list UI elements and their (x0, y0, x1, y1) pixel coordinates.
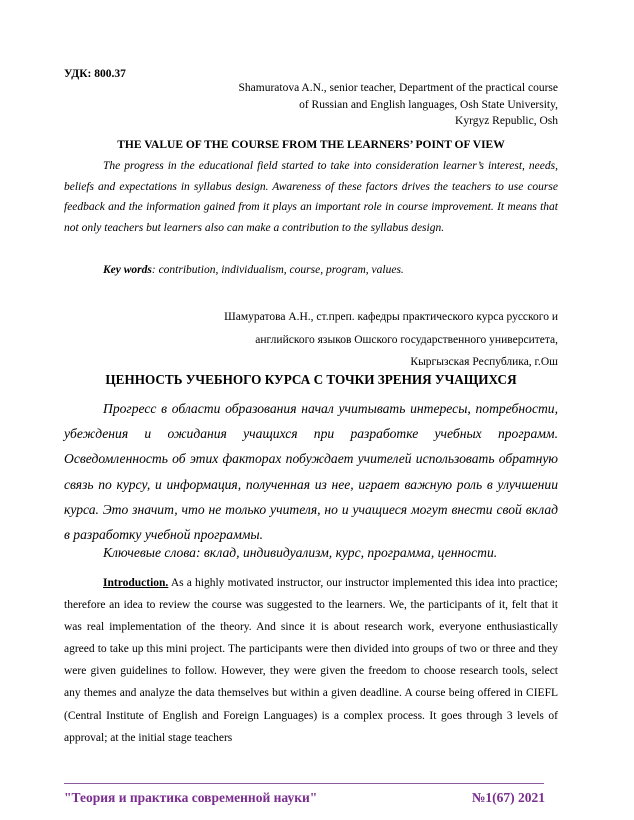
affiliation-en (138, 80, 558, 130)
affiliation-ru-line: английского языков Ошского государственного университета, (255, 333, 558, 346)
keywords-en-text: : contribution, individualism, course, program, values. (151, 264, 404, 276)
abstract-en: The progress in the educational field started to take into consideration learner’s interest, needs, beliefs and expectations in syllabus design. Awareness of these factors drives the teachers to use course feedback and the information gained from it plays an important role in course improvement. It means that not only teachers but learners also can make a contribution to the syllabus design. (64, 160, 558, 234)
footer-divider (64, 783, 544, 784)
abstract-ru: Прогресс в области образования начал учитывать интересы, потребности, убеждения и ожидания учащихся при разработке учебных программ. Осведомленность об этих факторах побуждает учителей использовать обратную связь по курсу, и информация, полученная из нее, играет важную роль в улучшении курса. Это значит, что не только учителя, но и учащиеся могут внести свой вклад в разработку учебной программы. (64, 401, 558, 543)
title-en: THE VALUE OF THE COURSE FROM THE LEARNERS’ POINT OF VIEW (117, 139, 505, 151)
affiliation-ru (118, 306, 558, 374)
affiliation-ru-line: Шамуратова А.Н., ст.преп. кафедры практического курса русского и (224, 311, 558, 323)
introduction-heading: Introduction. (103, 577, 169, 589)
introduction-paragraph (64, 572, 558, 749)
affiliation-en-line: of Russian and English languages, Osh State University, (299, 98, 558, 111)
affiliation-en-line: Kyrgyz Republic, Osh (455, 115, 558, 127)
keywords-ru: Ключевые слова: вклад, индивидуализм, курс, программа, ценности. (103, 545, 498, 560)
keywords-en-label: Key words (103, 264, 152, 276)
footer-issue: №1(67) 2021 (471, 790, 545, 805)
footer-journal-name: "Теория и практика современной науки" (64, 790, 318, 805)
introduction-text: As a highly motivated instructor, our instructor implemented this idea into practice; therefore an idea to review the course was suggested to the learners. We, the participants of it, felt that it was real implementation of the theory. And since it is about research work, everyone enthusiastically agreed to take up this mini project. The participants were then divided into groups of two or three and they were given guidelines to follow. However, they were given the freedom to choose research tools, select any themes and analyze the data themselves but within a given deadline. A course being offered in CIEFL (Central Institute of English and Foreign Languages) is a complex process. It goes through 3 levels of approval; at the initial stage teachers (64, 577, 558, 744)
title-ru: ЦЕННОСТЬ УЧЕБНОГО КУРСА С ТОЧКИ ЗРЕНИЯ УЧАЩИХСЯ (105, 372, 517, 387)
affiliation-ru-line: Кыргызская Республика, г.Ош (410, 356, 558, 368)
udk-code: УДК: 800.37 (64, 68, 126, 80)
affiliation-en-line: Shamuratova A.N., senior teacher, Department of the practical course (238, 82, 558, 94)
keywords-en (103, 264, 404, 276)
